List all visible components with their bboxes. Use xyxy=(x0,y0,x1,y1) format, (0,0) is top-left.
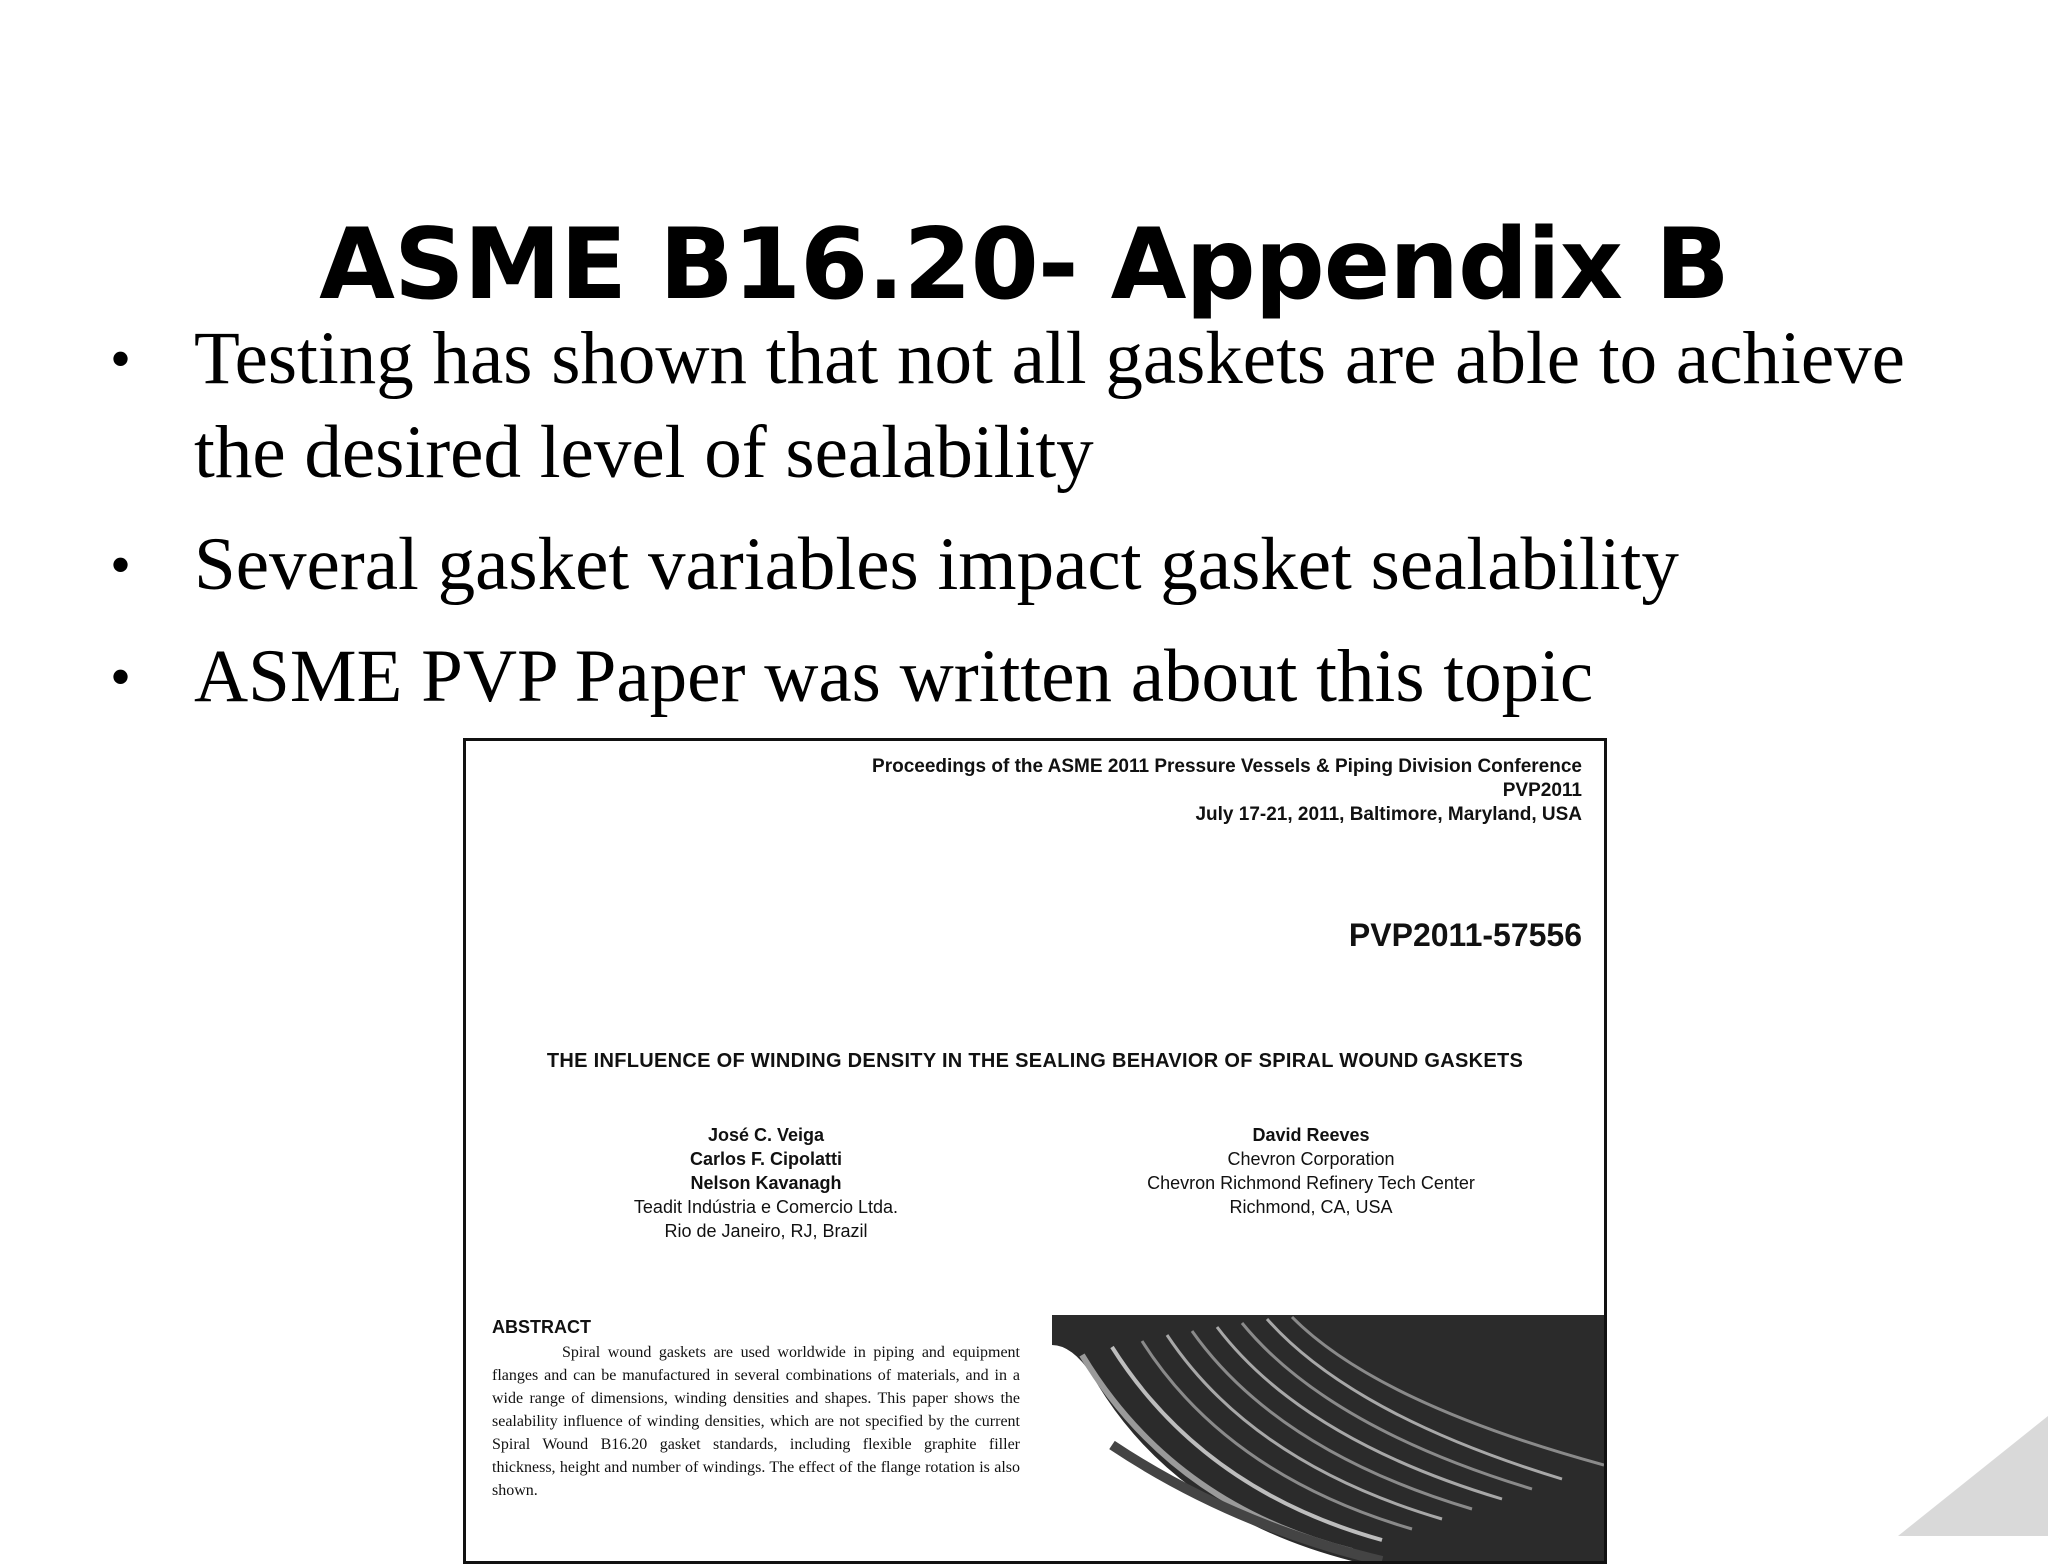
author-affiliation: Teadit Indústria e Comercio Ltda. xyxy=(633,1197,899,1217)
slide-title: ASME B16.20- Appendix B xyxy=(319,208,1729,322)
bullet-list xyxy=(110,312,1970,742)
bullet-text: Several gasket variables impact gasket sealability xyxy=(194,523,1679,606)
bullet-text: ASME PVP Paper was written about this topic xyxy=(194,635,1594,718)
author-affiliation: Richmond, CA, USA xyxy=(1229,1197,1393,1217)
authors-left xyxy=(586,1123,946,1243)
bullet-item xyxy=(110,312,1970,500)
bullet-item xyxy=(110,630,1970,724)
spiral-gasket-image xyxy=(1052,1315,1604,1561)
bullet-text: Testing has shown that not all gaskets are able to achieve the desired level of sealability xyxy=(194,317,1905,494)
author-name: Carlos F. Cipolatti xyxy=(689,1149,842,1169)
bullet-item xyxy=(110,518,1970,612)
corner-decoration xyxy=(1898,1416,2048,1536)
author-affiliation: Chevron Corporation xyxy=(1227,1149,1395,1169)
author-name: José C. Veiga xyxy=(707,1125,825,1145)
author-name: Nelson Kavanagh xyxy=(690,1173,842,1193)
paper-id: PVP2011-57556 xyxy=(1348,917,1582,953)
abstract-text: Spiral wound gaskets are used worldwide in piping and equipment flanges and can be manufactured in several combinations of materials, and in a wide range of dimensions, winding densities and shapes. This paper shows the sealability influence of winding densities, which are not specified by the current Spiral Wound B16.20 gasket standards, including flexible graphite filler thickness, height and number of windings. The effect of the flange rotation is also shown. xyxy=(492,1344,1020,1499)
author-affiliation: Chevron Richmond Refinery Tech Center xyxy=(1147,1173,1475,1193)
paper-title: THE INFLUENCE OF WINDING DENSITY IN THE SEALING BEHAVIOR OF SPIRAL WOUND GASKETS xyxy=(546,1050,1524,1072)
author-affiliation: Rio de Janeiro, RJ, Brazil xyxy=(664,1221,868,1241)
authors-right xyxy=(1111,1123,1511,1219)
author-name: David Reeves xyxy=(1252,1125,1370,1145)
abstract-heading: ABSTRACT xyxy=(492,1317,591,1337)
bullet-glyph: • xyxy=(110,532,132,598)
bullet-glyph: • xyxy=(110,326,132,392)
proceedings-line: Proceedings of the ASME 2011 Pressure Vessels & Piping Division Conference xyxy=(872,756,1582,777)
proceedings-line: PVP2011 xyxy=(1502,780,1582,801)
bullet-glyph: • xyxy=(110,644,132,710)
paper-image xyxy=(463,738,1607,1564)
proceedings-header xyxy=(872,755,1582,827)
proceedings-line: July 17-21, 2011, Baltimore, Maryland, USA xyxy=(1195,804,1582,825)
